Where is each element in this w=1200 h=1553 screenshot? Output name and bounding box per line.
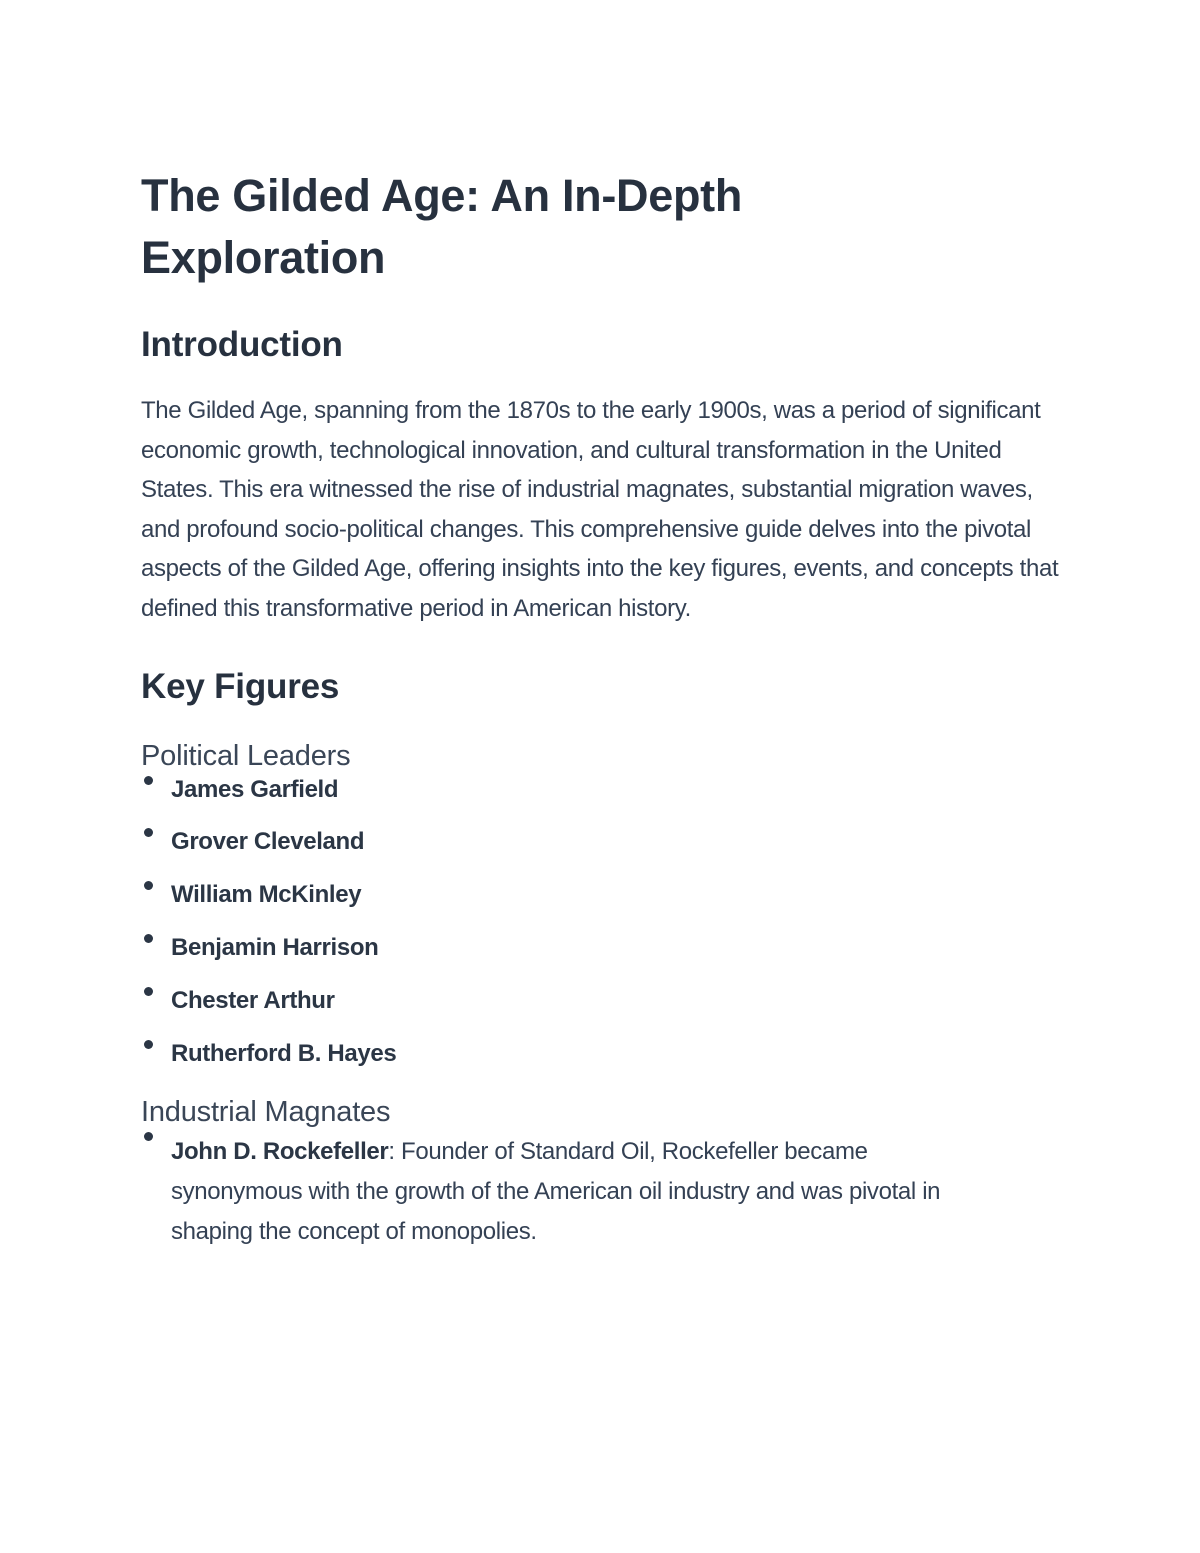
list-item (141, 881, 1060, 909)
bullet-icon (144, 776, 153, 785)
leader-name: Chester Arthur (171, 986, 335, 1014)
industrial-magnates-heading: Industrial Magnates (141, 1096, 391, 1129)
magnate-description: : Founder of Standard Oil, Rockefeller became synonymous with the growth of the American oil industry and was pivotal in shaping the concept of monopolies. (171, 1138, 941, 1246)
magnate-name: John D. Rockefeller (171, 1138, 389, 1166)
leader-name: James Garfield (171, 775, 339, 803)
political-leaders-list (141, 776, 1060, 1068)
industrial-magnates-list (141, 1132, 1060, 1252)
list-item (141, 776, 1060, 804)
political-leaders-heading: Political Leaders (141, 739, 351, 772)
list-item (141, 987, 1060, 1015)
leader-name: Grover Cleveland (171, 828, 365, 856)
bullet-icon (144, 934, 153, 943)
list-item (141, 828, 1060, 856)
list-item (141, 934, 1060, 962)
leader-name: Benjamin Harrison (171, 933, 379, 961)
leader-name: William McKinley (171, 881, 362, 909)
bullet-icon (144, 1132, 153, 1141)
list-item (141, 1132, 1001, 1252)
bullet-icon (144, 1040, 153, 1049)
leader-name: Rutherford B. Hayes (171, 1039, 397, 1067)
introduction-paragraph: The Gilded Age, spanning from the 1870s to the early 1900s, was a period of significant economic growth, technological innovation, and cultural transformation in the United States. This era witnessed the rise of industrial magnates, substantial migration waves, and profound socio-political changes. This comprehensive guide delves into the pivotal aspects of the Gilded Age, offering insights into the key figures, events, and concepts that defined this transformative period in American history. (141, 397, 1059, 622)
bullet-icon (144, 881, 153, 890)
document-title: The Gilded Age: An In-Depth Exploration (141, 170, 743, 283)
introduction-heading: Introduction (141, 325, 343, 364)
list-item (141, 1040, 1060, 1068)
key-figures-heading: Key Figures (141, 666, 340, 706)
bullet-icon (144, 987, 153, 996)
bullet-icon (144, 828, 153, 837)
